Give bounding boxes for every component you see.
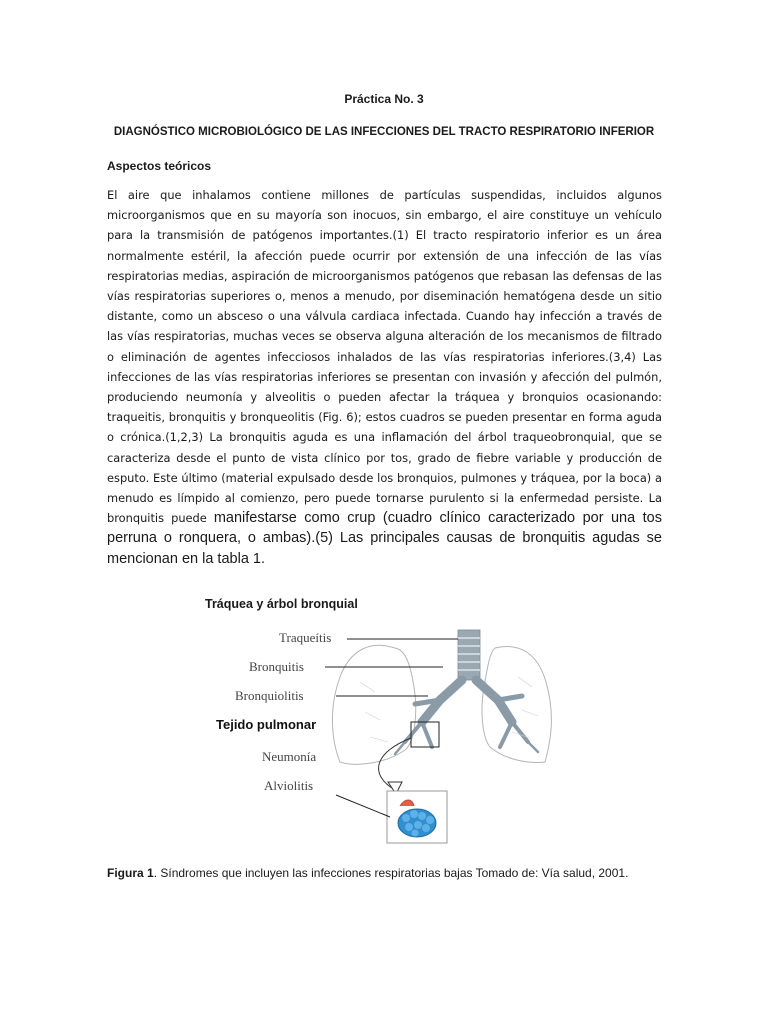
label-tejido-pulmonar: Tejido pulmonar [216,717,317,732]
label-bronquitis: Bronquitis [249,659,304,674]
leader-alviolitis [336,795,390,817]
page-title: Práctica No. 3 [344,92,424,106]
section-heading: Aspectos teóricos [107,159,212,173]
label-bronquiolitis: Bronquiolitis [235,688,304,703]
label-alviolitis: Alviolitis [264,778,314,793]
caption-text: . Síndromes que incluyen las infecciones respiratorias bajas Tomado de: Vía salud, 2001. [153,866,629,880]
figure-heading: Tráquea y árbol bronquial [205,597,358,611]
body-paragraph [107,185,662,569]
document-subtitle: DIAGNÓSTICO MICROBIOLÓGICO DE LAS INFECCIONES DEL TRACTO RESPIRATORIO INFERIOR [113,126,655,138]
paragraph-text: El aire que inhalamos contiene millones de partículas suspendidas, incluidos algunos microorganismos que en su mayoría son inocuos, sin embargo, el aire constituye un vehículo para la transmisión de patógenos importantes.(1) El tracto respiratorio inferior es un área normalmente estéril, la afección puede ocurrir por extensión de una infección de las vías respiratorias medias, aspiración de microorganismos patógenos que rebasan las defensas de las vías respiratorias superiores o, menos a menudo, por diseminación hematógena desde un sitio distante, como un absceso o una válvula cardiaca infectada. Cuando hay infección a través de las vías respiratorias, muchas veces se observa alguna alteración de los mecanismos de filtrado o eliminación de agentes infecciosos inhalados de las vías respiratorias inferiores.(3,4) Las infecciones de las vías respiratorias inferiores se presentan con invasión y afección del pulmón, produciendo neumonía y alveolitis o pueden afectar la tráquea y bronquios ocasionando: traqueitis, bronquitis y bronqueolitis (Fig. 6); estos cuadros se pueden presentar en forma aguda o crónica.(1,2,3) La bronquitis aguda es una inflamación del árbol traqueobronquial, que se caracteriza desde el punto de vista clínico por tos, grado de fiebre variable y producción de esputo. Este último (material expulsado desde los bronquios, pulmones y tráquea, por la boca) a menudo es límpido al comienzo, pero puede tornarse purulento si la enfermedad persiste. La bronquitis puede [107,188,662,526]
caption-label: Figura 1 [107,866,154,880]
label-neumonia: Neumonía [262,749,317,764]
label-traqueitis: Traqueítis [279,630,332,645]
left-lung-outline [332,645,415,764]
figure-caption [107,866,628,880]
right-lung-outline [482,646,551,762]
paragraph-tail-text: manifestarse como crup (cuadro clínico caracterizado por una tos perruna o ronquera, o ambas).(5) Las principales causas de bronquitis agudas se mencionan en la tabla 1. [107,510,662,567]
